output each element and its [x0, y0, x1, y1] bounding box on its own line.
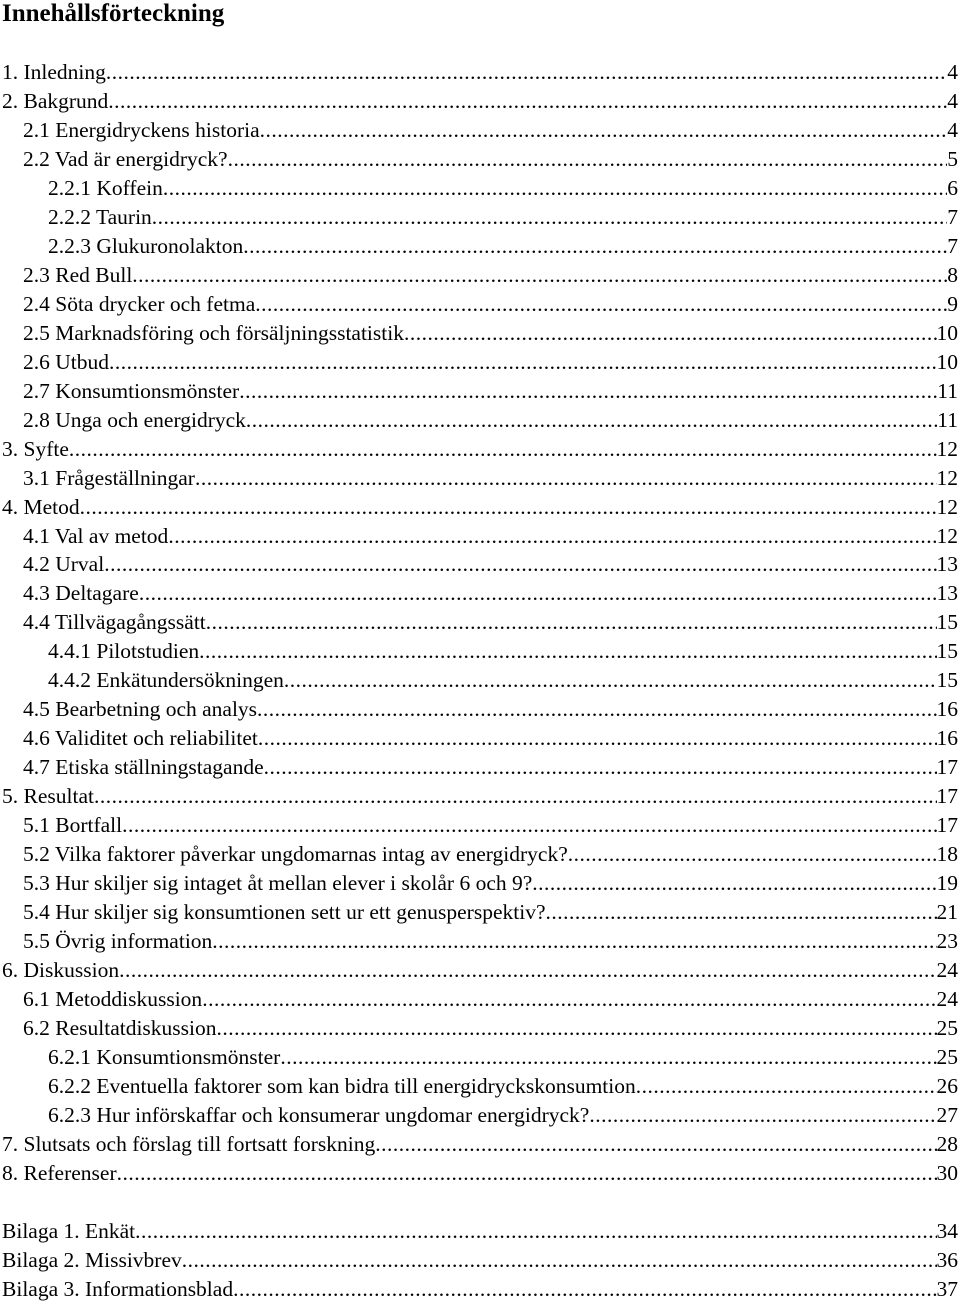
toc-entry[interactable] — [48, 1072, 958, 1101]
dot-leader — [168, 522, 936, 551]
toc-entry-page: 4 — [947, 60, 958, 84]
toc-entry-title: 4.3 Deltagare — [23, 581, 139, 605]
toc-entry[interactable] — [2, 1246, 958, 1275]
toc-entry[interactable] — [2, 782, 958, 811]
toc-entry-page: 10 — [936, 321, 958, 345]
toc-entry-title: 2.1 Energidryckens historia — [23, 118, 260, 142]
toc-entry[interactable] — [23, 985, 958, 1014]
toc-entry[interactable] — [23, 840, 958, 869]
toc-entry-page: 13 — [936, 552, 958, 576]
toc-entry-page: 11 — [937, 408, 958, 432]
toc-entry[interactable] — [23, 116, 958, 145]
toc-entry-title: 6.1 Metoddiskussion — [23, 987, 203, 1011]
dot-leader — [217, 1014, 937, 1043]
dot-leader — [117, 1159, 937, 1188]
dot-leader — [80, 493, 937, 522]
toc-entry[interactable] — [48, 1101, 958, 1130]
toc-entry-page: 17 — [936, 784, 958, 808]
toc-entry-page: 10 — [936, 350, 958, 374]
toc-entry-title: 5.3 Hur skiljer sig intaget åt mellan elever i skolår 6 och 9? — [23, 871, 533, 895]
toc-entry[interactable] — [2, 493, 958, 522]
toc-entry-page: 4 — [947, 118, 958, 142]
toc-entry-page: 12 — [936, 495, 958, 519]
dot-leader — [246, 406, 937, 435]
toc-entry-title: 5.4 Hur skiljer sig konsumtionen sett ur ett genusperspektiv? — [23, 900, 546, 924]
toc-entry-title: 2.5 Marknadsföring och försäljningsstatistik — [23, 321, 404, 345]
toc-entry[interactable] — [23, 1014, 958, 1043]
toc-entry-page: 7 — [947, 205, 958, 229]
toc-entry[interactable] — [2, 87, 958, 116]
dot-leader — [260, 116, 948, 145]
toc-entry-title: 2.2.1 Koffein — [48, 176, 163, 200]
toc-entry-title: 6. Diskussion — [2, 958, 120, 982]
toc-entry-title: 2.8 Unga och energidryck — [23, 408, 246, 432]
dot-leader — [532, 869, 936, 898]
toc-entry[interactable] — [23, 579, 958, 608]
toc-entry-page: 17 — [936, 813, 958, 837]
toc-entry[interactable] — [2, 1130, 958, 1159]
toc-entry-title: 4.5 Bearbetning och analys — [23, 697, 258, 721]
dot-leader — [122, 811, 936, 840]
toc-entry-page: 25 — [936, 1016, 958, 1040]
toc-entry-title: 7. Slutsats och förslag till fortsatt forskning — [2, 1132, 376, 1156]
toc-entry-title: Bilaga 1. Enkät — [2, 1219, 136, 1243]
toc-entry-title: 6.2.1 Konsumtionsmönster — [48, 1045, 281, 1069]
toc-entry-page: 34 — [936, 1219, 958, 1243]
dot-leader — [152, 203, 947, 232]
dot-leader — [404, 319, 937, 348]
toc-entry-page: 25 — [936, 1045, 958, 1069]
toc-entry[interactable] — [48, 637, 958, 666]
toc-entry[interactable] — [23, 290, 958, 319]
toc-entry[interactable] — [2, 1159, 958, 1188]
toc-entry-page: 12 — [936, 466, 958, 490]
dot-leader — [284, 666, 937, 695]
toc-entry-page: 12 — [936, 437, 958, 461]
dot-leader — [375, 1130, 936, 1159]
dot-leader — [202, 985, 936, 1014]
toc-entry[interactable] — [23, 145, 958, 174]
toc-entry[interactable] — [48, 232, 958, 261]
dot-leader — [132, 261, 947, 290]
dot-leader — [233, 1275, 936, 1304]
toc-entry[interactable] — [23, 348, 958, 377]
toc-entry-page: 7 — [947, 234, 958, 258]
toc-entry-page: 15 — [936, 610, 958, 634]
toc-entry-page: 15 — [936, 639, 958, 663]
toc-entry-title: 5. Resultat — [2, 784, 94, 808]
dot-leader — [135, 1217, 936, 1246]
toc-entry[interactable] — [2, 956, 958, 985]
toc-entry-title: 3. Syfte — [2, 437, 69, 461]
toc-entry-page: 13 — [936, 581, 958, 605]
toc-entry-page: 11 — [937, 379, 958, 403]
dot-leader — [589, 1101, 936, 1130]
toc-entry-title: 4.2 Urval — [23, 552, 105, 576]
dot-leader — [119, 956, 936, 985]
toc-entry-title: 5.1 Bortfall — [23, 813, 123, 837]
dot-leader — [106, 58, 947, 87]
toc-entry[interactable] — [23, 753, 958, 782]
dot-leader — [280, 1043, 936, 1072]
dot-leader — [257, 695, 936, 724]
toc-entry-page: 12 — [936, 524, 958, 548]
toc-entry[interactable] — [48, 203, 958, 232]
toc-entry-title: 2.2.3 Glukuronolakton — [48, 234, 244, 258]
toc-entry-title: Bilaga 3. Informationsblad — [2, 1277, 234, 1301]
toc-entry-title: 2. Bakgrund — [2, 89, 109, 113]
toc-entry-title: 3.1 Frågeställningar — [23, 466, 195, 490]
toc-entry-page: 24 — [936, 987, 958, 1011]
toc-entry[interactable] — [23, 464, 958, 493]
toc-entry-page: 9 — [947, 292, 958, 316]
toc-title: Innehållsförteckning — [2, 0, 225, 27]
toc-entry-page: 17 — [936, 755, 958, 779]
toc-entry-title: 4.4.1 Pilotstudien — [48, 639, 200, 663]
dot-leader — [243, 232, 947, 261]
toc-entry-title: 6.2.2 Eventuella faktorer som kan bidra till energidryckskonsumtion — [48, 1074, 636, 1098]
toc-entry-page: 8 — [947, 263, 958, 287]
dot-leader — [163, 174, 947, 203]
toc-entry-page: 30 — [936, 1161, 958, 1185]
toc-entry[interactable] — [2, 58, 958, 87]
toc-entry-title: 4. Metod — [2, 495, 80, 519]
toc-entry-title: 5.5 Övrig information — [23, 929, 213, 953]
toc-entry-title: 4.4.2 Enkätundersökningen — [48, 668, 284, 692]
dot-leader — [636, 1072, 937, 1101]
toc-entry-page: 23 — [936, 929, 958, 953]
toc-entry[interactable] — [23, 319, 958, 348]
dot-leader — [212, 927, 936, 956]
toc-entry-page: 16 — [936, 697, 958, 721]
toc-entry[interactable] — [48, 1043, 958, 1072]
dot-leader — [182, 1246, 937, 1275]
toc-entry-page: 24 — [936, 958, 958, 982]
toc-entry-title: 6.2.3 Hur införskaffar och konsumerar ungdomar energidryck? — [48, 1103, 590, 1127]
toc-entry-title: 1. Inledning — [2, 60, 106, 84]
toc-entry-title: 4.1 Val av metod — [23, 524, 169, 548]
toc-entry-page: 5 — [947, 147, 958, 171]
toc-entry-title: 6.2 Resultatdiskussion — [23, 1016, 217, 1040]
toc-entry-title: 4.4 Tillvägagångssätt — [23, 610, 206, 634]
dot-leader — [239, 377, 937, 406]
dot-leader — [195, 464, 937, 493]
dot-leader — [199, 637, 936, 666]
toc-entry-title: 4.7 Etiska ställningstagande — [23, 755, 264, 779]
toc-entry[interactable] — [23, 522, 958, 551]
dot-leader — [264, 753, 937, 782]
toc-entry-page: 18 — [936, 842, 958, 866]
toc-entry-title: 4.6 Validitet och reliabilitet — [23, 726, 258, 750]
toc-entry-page: 26 — [936, 1074, 958, 1098]
toc-entry-page: 6 — [947, 176, 958, 200]
toc-entry-title: 5.2 Vilka faktorer påverkar ungdomarnas intag av energidryck? — [23, 842, 568, 866]
toc-entry[interactable] — [23, 811, 958, 840]
toc-entry-title: 2.2.2 Taurin — [48, 205, 152, 229]
dot-leader — [139, 579, 937, 608]
toc-entry[interactable] — [23, 695, 958, 724]
dot-leader — [228, 145, 948, 174]
toc-entry-page: 28 — [936, 1132, 958, 1156]
toc-entry[interactable] — [23, 927, 958, 956]
toc-entry-title: 2.7 Konsumtionsmönster — [23, 379, 240, 403]
toc-entry[interactable] — [23, 550, 958, 579]
toc-entry[interactable] — [2, 1275, 958, 1304]
toc-entry[interactable] — [23, 898, 958, 927]
toc-entry[interactable] — [23, 377, 958, 406]
dot-leader — [109, 348, 937, 377]
toc-entry[interactable] — [48, 174, 958, 203]
toc-entry[interactable] — [23, 608, 958, 637]
toc-entry-title: 2.3 Red Bull — [23, 263, 133, 287]
toc-entry[interactable] — [2, 1217, 958, 1246]
dot-leader — [104, 550, 936, 579]
toc-entry[interactable] — [2, 435, 958, 464]
toc-entry-title: 2.4 Söta drycker och fetma — [23, 292, 256, 316]
toc-entry-page: 15 — [936, 668, 958, 692]
toc-entry-title: 8. Referenser — [2, 1161, 117, 1185]
dot-leader — [546, 898, 937, 927]
toc-entry-page: 27 — [936, 1103, 958, 1127]
toc-entry-page: 21 — [936, 900, 958, 924]
toc-entry[interactable] — [23, 406, 958, 435]
dot-leader — [108, 87, 947, 116]
toc-entry[interactable] — [23, 724, 958, 753]
toc-entry-title: 2.6 Utbud — [23, 350, 109, 374]
toc-entry-page: 16 — [936, 726, 958, 750]
toc-entry[interactable] — [23, 261, 958, 290]
toc-entry-page: 4 — [947, 89, 958, 113]
toc-entry-page: 36 — [936, 1248, 958, 1272]
toc-entry-title: 2.2 Vad är energidryck? — [23, 147, 228, 171]
toc-entry-page: 37 — [936, 1277, 958, 1301]
toc-entry[interactable] — [48, 666, 958, 695]
toc-entry-page: 19 — [936, 871, 958, 895]
dot-leader — [94, 782, 937, 811]
dot-leader — [258, 724, 937, 753]
toc-entry[interactable] — [23, 869, 958, 898]
dot-leader — [568, 840, 937, 869]
dot-leader — [206, 608, 937, 637]
dot-leader — [255, 290, 947, 319]
dot-leader — [69, 435, 937, 464]
toc-entry-title: Bilaga 2. Missivbrev — [2, 1248, 182, 1272]
